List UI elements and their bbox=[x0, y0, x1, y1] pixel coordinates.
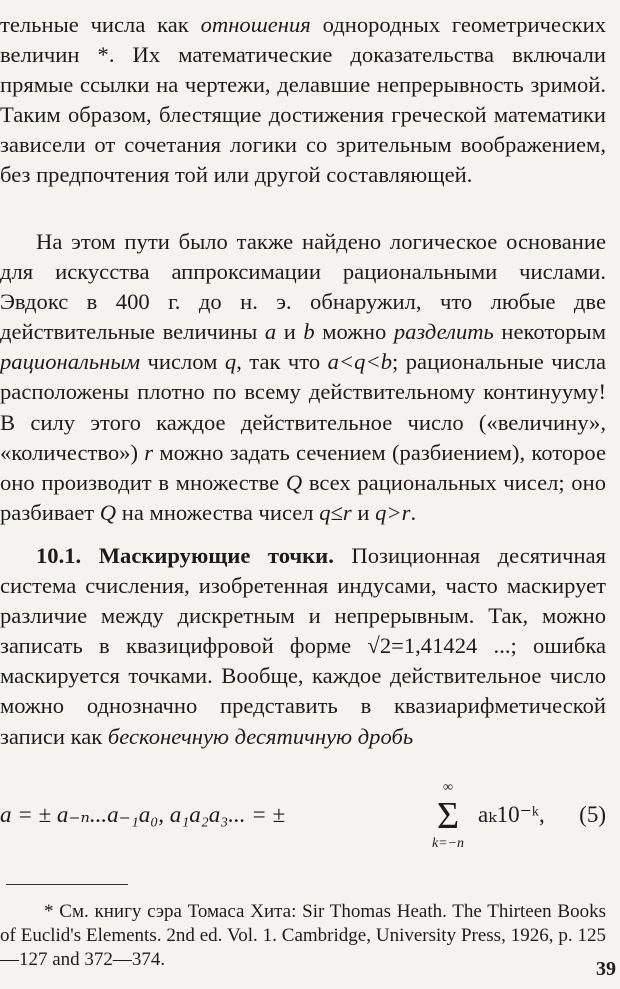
paragraph-1-text-a: тельные числа как bbox=[0, 12, 201, 37]
paragraph-3-text: Позиционная десятичная система счисления, изобретенная индусами, часто маскирует различие между дискретным и непрерывным. Так, можно записать в квазицифровой форме √2=1,41424 ...; ошибка маскируется точками. Вообще, каждое действительное число можно однозначно представить в квазиарифметической записи как bbox=[0, 543, 607, 749]
paragraph-2-text-f: , так что bbox=[236, 349, 328, 375]
emphasis-divide: разделить bbox=[393, 319, 494, 345]
paragraph-1-emphasis: отношения bbox=[200, 12, 311, 37]
paragraph-2-text-e: числом bbox=[140, 349, 225, 375]
formula-5 bbox=[0, 780, 606, 860]
emphasis-rational: рациональным bbox=[0, 349, 141, 375]
variable-b: b bbox=[303, 319, 315, 345]
inequality-q-le-r: q≤r bbox=[319, 499, 352, 525]
summation-sign: Σ bbox=[436, 795, 460, 837]
paragraph-2-text-h: можно задать сечением (разбиением), которое оно производит в множестве bbox=[0, 439, 606, 495]
footnote: * См. книгу сэра Томаса Хита: Sir Thomas Heath. The Thirteen Books of Euclid's Elements. 2nd ed. Vol. 1. Cambridge, University Press, 1926, p. 125—127 and 372—374. bbox=[0, 901, 606, 970]
paragraph-2-text-i: всех рациональных чисел; оно разбивает bbox=[0, 469, 606, 525]
set-q-2: Q bbox=[99, 499, 117, 525]
formula-right-side: aₖ10⁻ᵏ, bbox=[478, 802, 545, 827]
summation-upper-limit: ∞ bbox=[443, 780, 453, 795]
equation-number: (5) bbox=[579, 802, 606, 827]
variable-a: a bbox=[264, 319, 277, 345]
formula-left-side: a = ± a₋ₙ...a₋₁a₀, a₁a₂a₃... = ± bbox=[0, 802, 286, 827]
paragraph-2-text-j: на множества чисел bbox=[116, 499, 320, 525]
paragraph-2-text-g: ; рациональные числа расположены плотно по всему действительному континууму! В силу этого каждое действительное число («величину», «количество») bbox=[0, 349, 606, 465]
paragraph-2-text-b: и bbox=[276, 319, 304, 345]
paragraph-3 bbox=[0, 541, 606, 752]
paragraph-1-text-b: однородных геометрических величин *. Их математические доказательства включали прямые ссылки на чертежи, делавшие непрерывность зримой. Таким образом, блестящие достижения греческой математики зависели от сочетания логики со зрительным воображением, без предпочтения той или другой составляющей. bbox=[0, 12, 606, 188]
paragraph-2-text-k: и bbox=[351, 499, 376, 525]
set-q: Q bbox=[285, 469, 303, 495]
paragraph-2 bbox=[0, 227, 606, 528]
page-number: 39 bbox=[596, 958, 616, 980]
paragraph-2-text-l: . bbox=[410, 499, 417, 525]
paragraph-2-text-a: На этом пути было также найдено логическое основание для искусства аппроксимации рациональными числами. Эвдокс в 400 г. до н. э. обнаружил, что любые две действительные величины bbox=[0, 229, 606, 345]
footnote-divider bbox=[6, 884, 128, 885]
summation bbox=[418, 780, 478, 852]
inequality-q-gt-r: q>r bbox=[375, 499, 411, 525]
paragraph-1 bbox=[0, 10, 606, 191]
summation-lower-limit: k=−n bbox=[431, 836, 465, 851]
section-heading: 10.1. Маскирующие точки. bbox=[36, 543, 334, 568]
inequality-a-q-b: a<q<b bbox=[327, 349, 393, 375]
variable-r: r bbox=[144, 439, 154, 465]
paragraph-2-text-c: можно bbox=[314, 319, 394, 345]
variable-q: q bbox=[224, 349, 237, 375]
emphasis-infinite-decimal: бесконечную десятичную дробь bbox=[107, 723, 414, 749]
paragraph-2-text-d: некоторым bbox=[493, 319, 607, 345]
